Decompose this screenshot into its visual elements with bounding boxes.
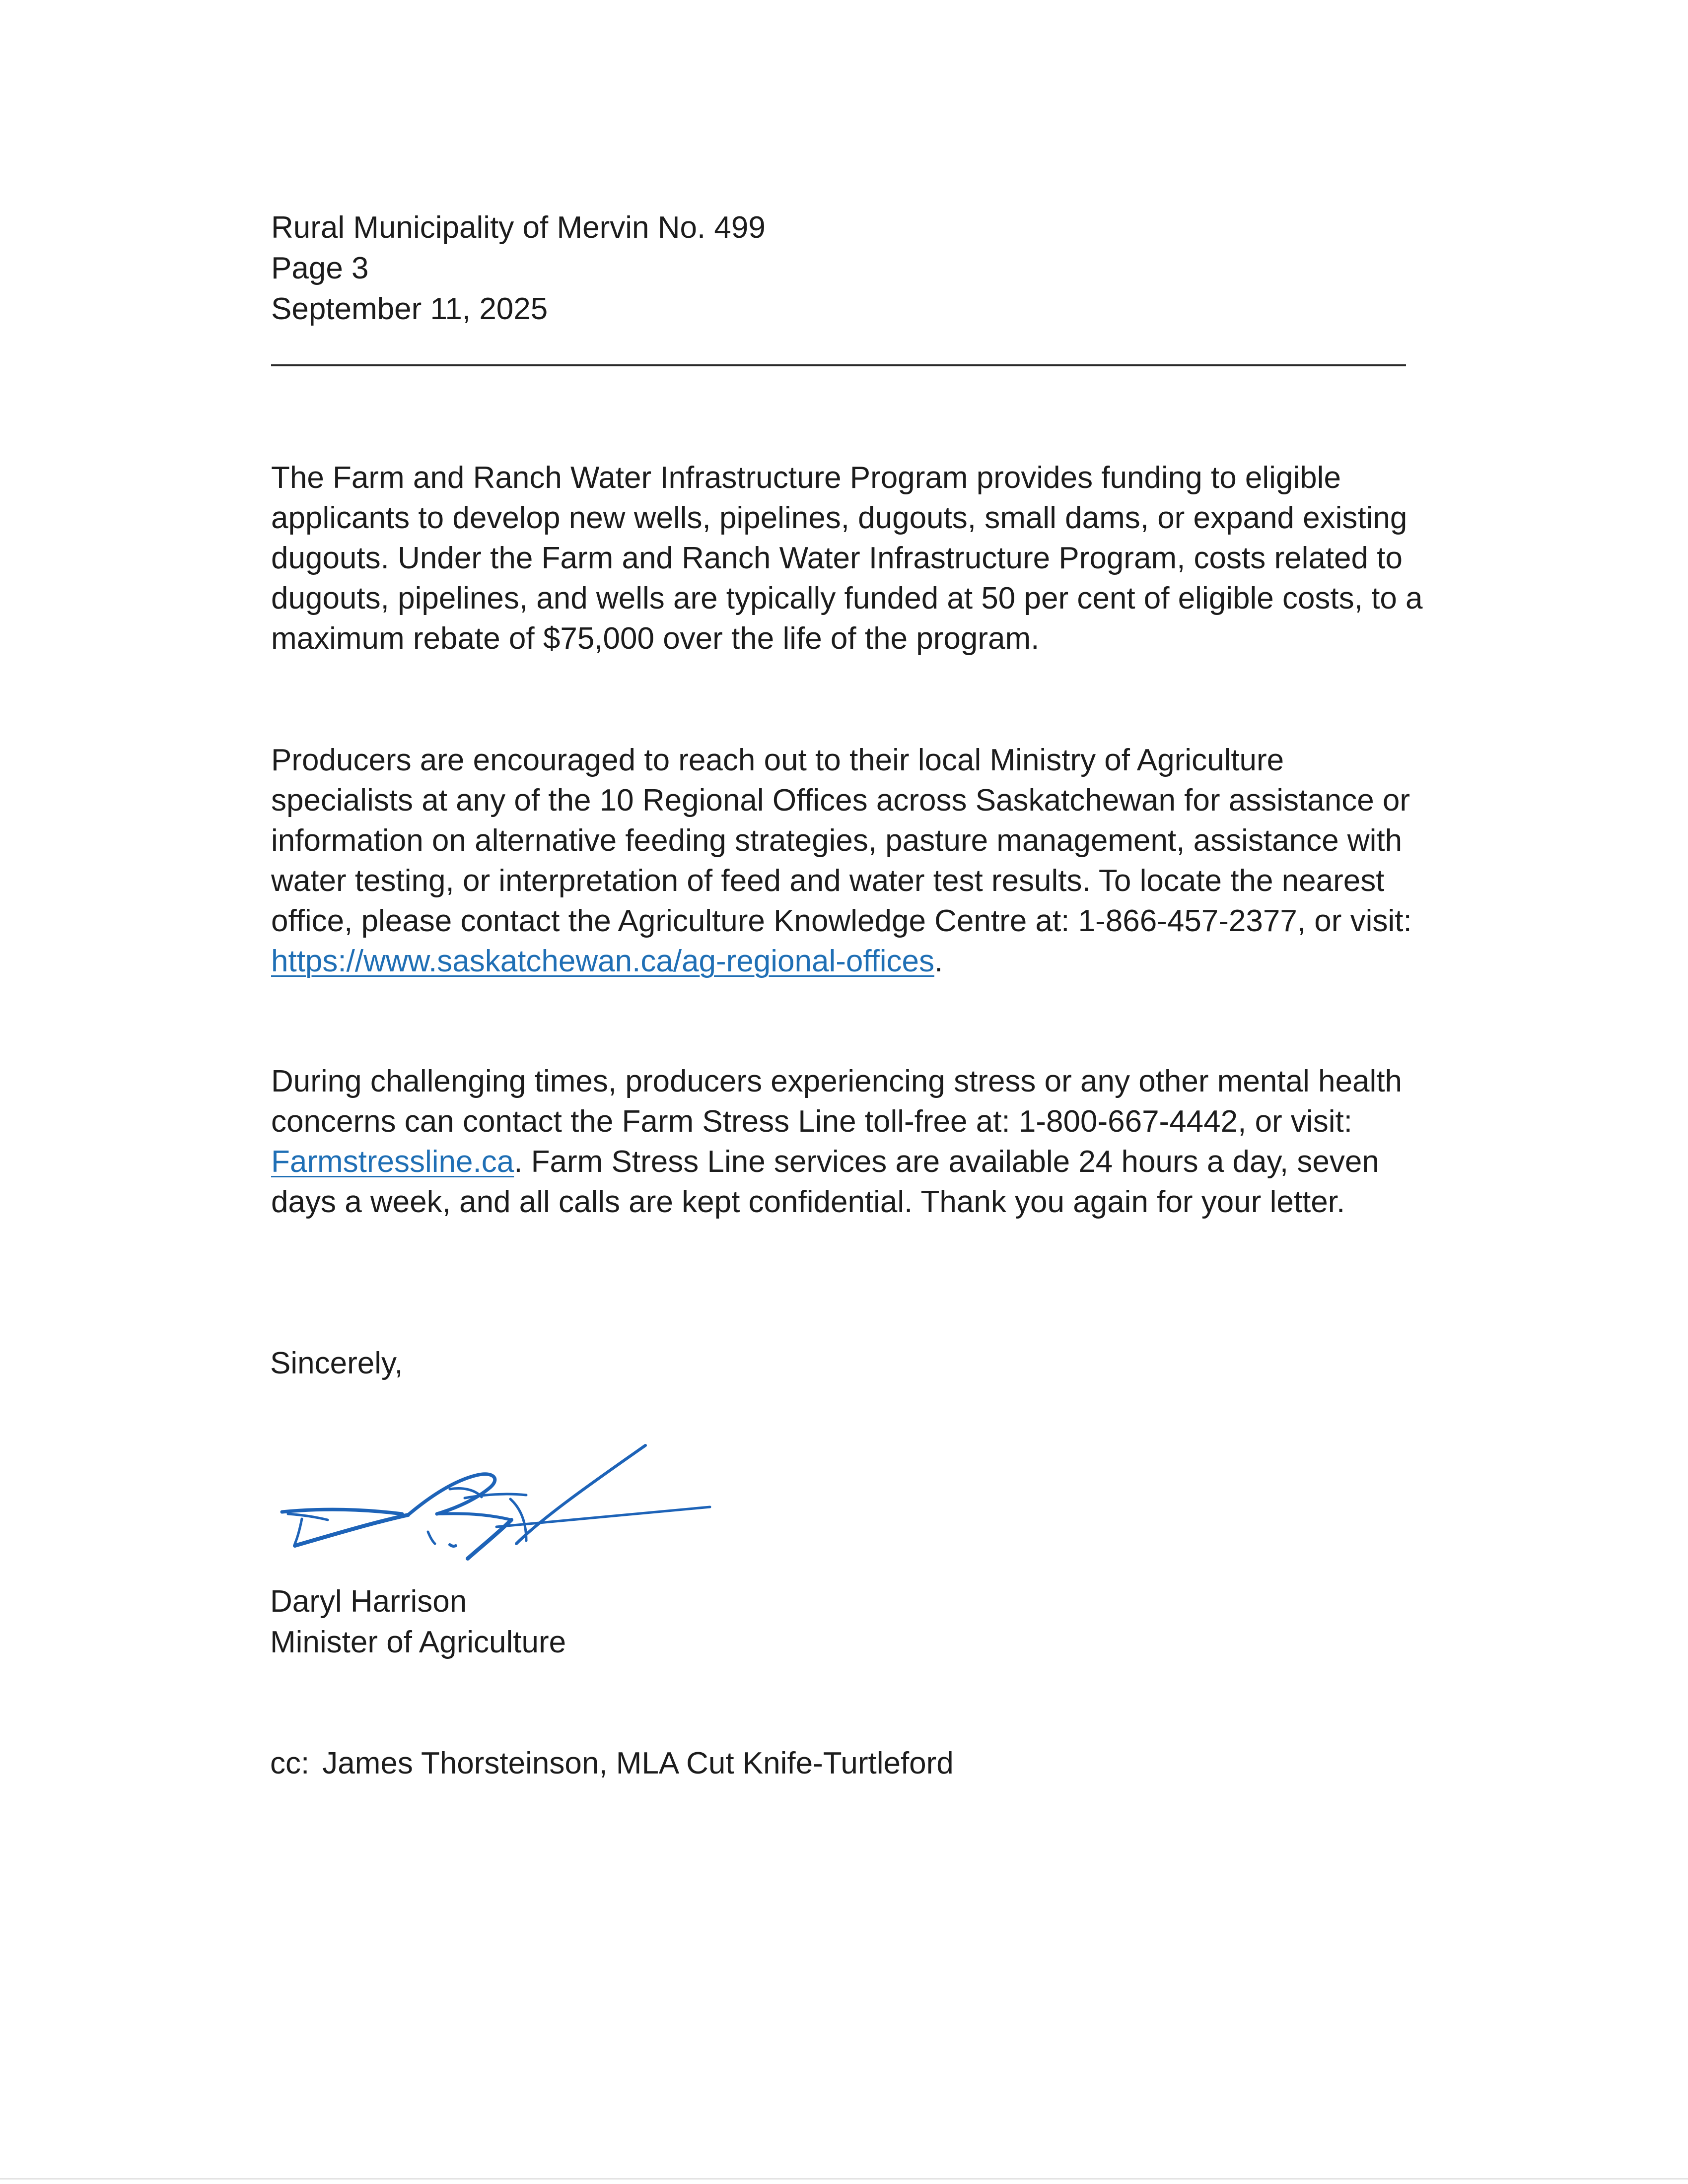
paragraph-farm-stress-text: During challenging times, producers experiencing stress or any other mental health concerns can contact the Farm Stress Line toll-free at: 1-800-667-4442, or visit: [271, 1064, 1402, 1139]
paragraph-farm-stress-line [271, 1061, 1423, 1222]
scan-edge-line [0, 2178, 1688, 2180]
paragraph-water-program: The Farm and Ranch Water Infrastructure Program provides funding to eligible applicants to develop new wells, pipelines, dugouts, small dams, or expand existing dugouts. Under the Farm and Ranch Water Infrastructure Program, costs related to dugouts, pipelines, and wells are typically funded at 50 per cent of eligible costs, to a maximum rebate of $75,000 over the life of the program. [271, 461, 1423, 656]
cc-recipient: James Thorsteinson, MLA Cut Knife-Turtleford [322, 1746, 954, 1780]
paragraph-farm-stress-end: . Farm Stress Line services are available 24 hours a day, seven days a week, and all calls are kept confidential. Thank you again for your letter. [271, 1145, 1379, 1219]
letter-date: September 11, 2025 [271, 292, 548, 326]
cc-line [270, 1743, 954, 1784]
signer-title: Minister of Agriculture [270, 1625, 566, 1659]
paragraph-regional-offices-end: . [934, 944, 943, 978]
closing-salutation: Sincerely, [270, 1346, 403, 1380]
letter-header [271, 207, 766, 330]
regional-offices-link[interactable]: https://www.saskatchewan.ca/ag-regional-offices [271, 944, 934, 978]
header-divider [271, 364, 1406, 366]
farm-stress-line-link[interactable]: Farmstressline.ca [271, 1145, 514, 1179]
page-number: Page 3 [271, 251, 369, 285]
cc-label: cc: [270, 1746, 310, 1780]
handwritten-signature [278, 1439, 725, 1578]
signer-name: Daryl Harrison [270, 1584, 467, 1619]
paragraph-regional-offices [271, 740, 1423, 981]
paragraph-regional-offices-text: Producers are encouraged to reach out to their local Ministry of Agriculture specialists at any of the 10 Regional Offices across Saskatchewan for assistance or information on alternative feeding strategies, pasture management, assistance with water testing, or interpretation of feed and water test results. To locate the nearest office, please contact the Agriculture Knowledge Centre at: 1-866-457-2377, or visit: [271, 743, 1412, 938]
signer-block [270, 1581, 566, 1663]
recipient-name: Rural Municipality of Mervin No. 499 [271, 210, 766, 245]
